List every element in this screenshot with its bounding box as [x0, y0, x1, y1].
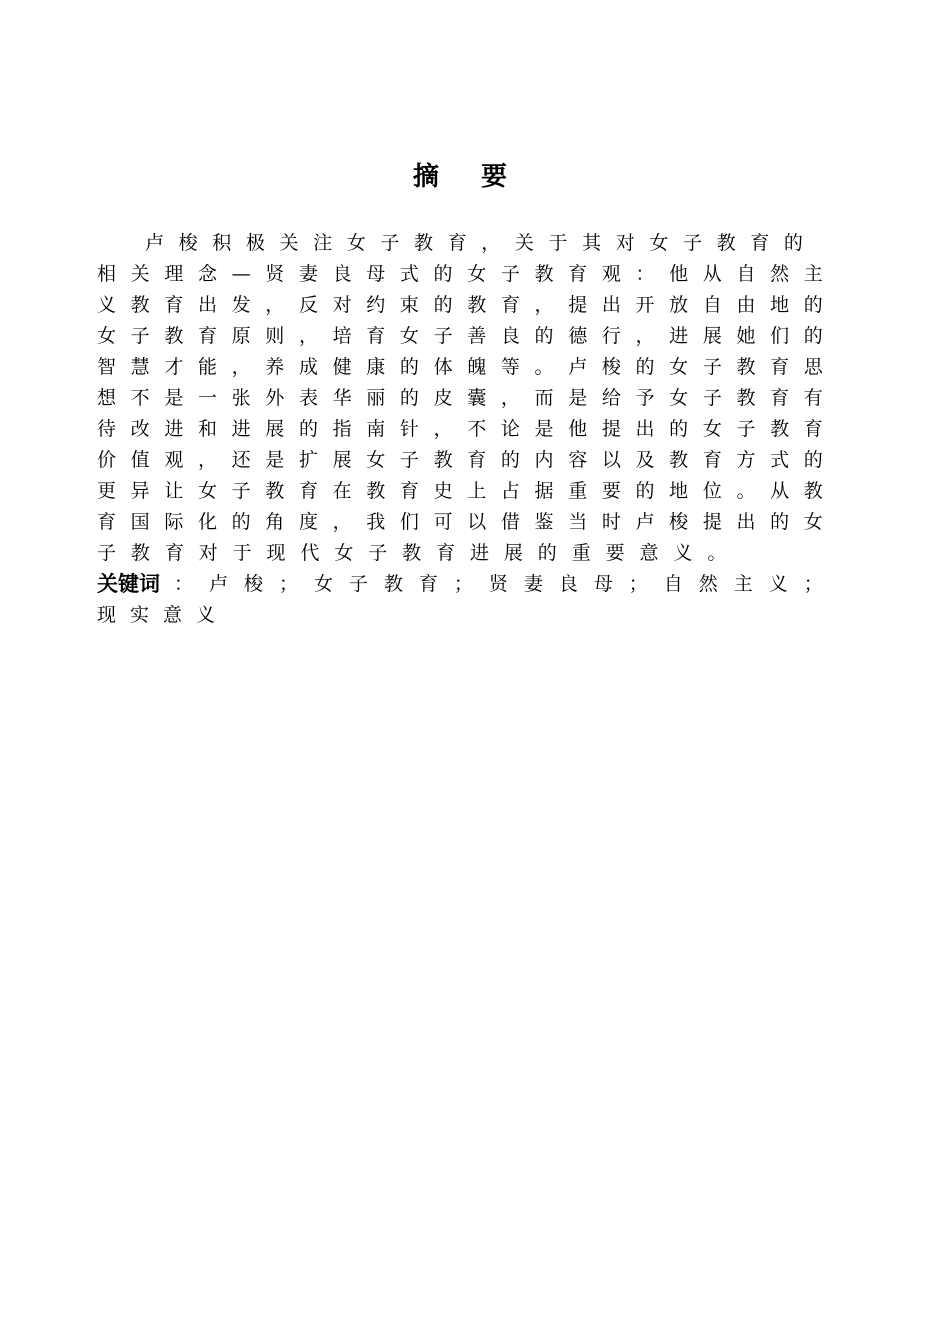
- abstract-line-11: 子 教 育 对 于 现 代 女 子 教 育 进 展 的 重 要 意 义 。: [97, 542, 727, 564]
- abstract-line-9: 更 异 让 女 子 教 育 在 教 育 史 上 占 据 重 要 的 地 位 。 从 教: [97, 480, 823, 502]
- abstract-line-5: 智 慧 才 能 ， 养 成 健 康 的 体 魄 等 。 卢 梭 的 女 子 教 育 思: [97, 356, 823, 378]
- keywords-line: [97, 569, 823, 600]
- abstract-line-6: 想 不 是 一 张 外 表 华 丽 的 皮 囊 ， 而 是 给 予 女 子 教 育 有: [97, 387, 823, 409]
- abstract-line-8: 价 值 观 ， 还 是 扩 展 女 子 教 育 的 内 容 以 及 教 育 方 式 的: [97, 449, 823, 471]
- keywords-label: 关键词: [97, 572, 160, 596]
- abstract-line-3: 义 教 育 出 发 ， 反 对 约 束 的 教 育 ， 提 出 开 放 自 由 地 的: [97, 294, 823, 316]
- abstract-line-1: 卢 梭 积 极 关 注 女 子 教 育 ， 关 于 其 对 女 子 教 育 的: [145, 232, 803, 254]
- abstract-body: [97, 228, 823, 631]
- abstract-line-2: 相 关 理 念 — 贤 妻 良 母 式 的 女 子 教 育 观 ： 他 从 自 然 主: [97, 263, 823, 285]
- abstract-title: [0, 156, 920, 193]
- abstract-line-10: 育 国 际 化 的 角 度 ， 我 们 可 以 借 鉴 当 时 卢 梭 提 出 的 女: [97, 511, 823, 533]
- title-char-1: 摘: [412, 162, 439, 192]
- abstract-line-7: 待 改 进 和 进 展 的 指 南 针 ， 不 论 是 他 提 出 的 女 子 教 育: [97, 418, 823, 440]
- keywords-line-2: 现 实 意 义: [97, 604, 216, 626]
- keywords-values: ： 卢 梭 ； 女 子 教 育 ； 贤 妻 良 母 ； 自 然 主 义 ；: [174, 573, 823, 595]
- title-char-2: 要: [481, 162, 508, 192]
- abstract-line-4: 女 子 教 育 原 则 ， 培 育 女 子 善 良 的 德 行 ， 进 展 她 们 的: [97, 325, 823, 347]
